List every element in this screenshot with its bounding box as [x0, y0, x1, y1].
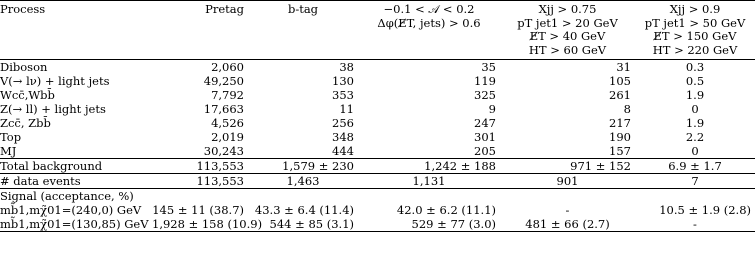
- table-row: [0, 74, 755, 88]
- value-cell: 2.2: [685, 130, 705, 144]
- value-cell: 971 ± 152: [500, 159, 635, 174]
- process-cell: mb̃1,mχ̃01=(130,85) GeV: [0, 217, 149, 231]
- value-cell: 4,526: [211, 116, 244, 130]
- process-cell: Zcc̄, Zbb̄: [0, 116, 51, 130]
- header-line: b-tag: [287, 2, 319, 16]
- table-row: [0, 60, 755, 75]
- value-cell: -: [565, 203, 570, 217]
- value-cell: 30,243: [203, 144, 244, 158]
- process-cell: Total background: [0, 159, 148, 174]
- value-cell: 31: [616, 60, 631, 74]
- header-line: Pretag: [205, 2, 244, 16]
- value-cell: 119: [474, 74, 496, 88]
- value-cell: 9: [488, 102, 496, 116]
- value-cell: 2,019: [211, 130, 244, 144]
- table-row: [0, 116, 755, 130]
- value-cell: 7,792: [211, 88, 244, 102]
- value-cell: 1,928 ± 158 (10.9): [148, 217, 248, 232]
- value-cell: 217: [609, 116, 631, 130]
- table-row: [0, 130, 755, 144]
- value-cell: 113,553: [148, 174, 248, 189]
- value-cell: 325: [474, 88, 496, 102]
- value-cell: 1,242 ± 188: [358, 159, 500, 174]
- header-line: Xjj > 0.9: [669, 2, 721, 16]
- process-cell: Diboson: [0, 60, 48, 74]
- signal-header-row: [0, 189, 755, 204]
- value-cell: 261: [609, 88, 631, 102]
- value-cell: -: [635, 217, 755, 232]
- value-cell: 2,060: [211, 60, 244, 74]
- process-cell: mb̃1,mχ̃01=(240,0) GeV: [0, 203, 142, 217]
- header-line: E̸T > 150 GeV: [653, 29, 737, 43]
- process-cell: MJ: [0, 144, 17, 158]
- signal-row: [0, 203, 755, 217]
- value-cell: 42.0 ± 6.2 (11.1): [396, 203, 496, 217]
- value-cell: 348: [332, 130, 354, 144]
- table-row: [0, 102, 755, 116]
- value-cell: 1.9: [685, 116, 705, 130]
- value-cell: 301: [474, 130, 496, 144]
- header-line: pT jet1 > 50 GeV: [644, 15, 746, 30]
- value-cell: 0: [691, 144, 699, 158]
- value-cell: 49,250: [203, 74, 244, 88]
- value-cell: 256: [332, 116, 354, 130]
- header-line: Δφ(E̸T, jets) > 0.6: [377, 15, 481, 30]
- process-cell: Wcc̄,Wbb̄: [0, 88, 55, 102]
- header-line: pT jet1 > 20 GeV: [517, 15, 618, 30]
- header-pretag: [148, 1, 248, 60]
- value-cell: 6.9 ± 1.7: [635, 159, 755, 174]
- value-cell: 544 ± 85 (3.1): [248, 217, 358, 232]
- process-cell: Z(→ ll) + light jets: [0, 102, 106, 116]
- table-row: [0, 88, 755, 102]
- value-cell: 247: [474, 116, 496, 130]
- value-cell: 1,131: [358, 174, 500, 189]
- process-cell: Top: [0, 130, 22, 144]
- value-cell: 901: [500, 174, 635, 189]
- value-cell: 7: [635, 174, 755, 189]
- process-cell: V(→ lν) + light jets: [0, 74, 110, 88]
- value-cell: 145 ± 11 (38.7): [152, 203, 244, 217]
- header-line: E̸T > 40 GeV: [529, 29, 606, 43]
- value-cell: 444: [332, 144, 354, 158]
- process-cell: # data events: [0, 174, 148, 189]
- value-cell: 8: [623, 102, 631, 116]
- value-cell: 43.3 ± 6.4 (11.4): [254, 203, 354, 217]
- header-tight-selection: [635, 1, 755, 60]
- header-line: Process: [0, 2, 46, 16]
- data-events-row: [0, 174, 755, 189]
- value-cell: 1,463: [248, 174, 358, 189]
- value-cell: 0.3: [685, 60, 705, 74]
- total-background-row: [0, 159, 755, 174]
- table-header-row: [0, 1, 755, 60]
- value-cell: 1,579 ± 230: [248, 159, 358, 174]
- header-asymmetry-cut: [358, 1, 500, 60]
- value-cell: 17,663: [203, 102, 244, 116]
- header-line: −0.1 < 𝒜 < 0.2: [383, 2, 475, 16]
- value-cell: 10.5 ± 1.9 (2.8): [659, 203, 751, 217]
- value-cell: 529 ± 77 (3.0): [358, 217, 500, 232]
- header-line: Xjj > 0.75: [538, 2, 597, 16]
- header-loose-selection: [500, 1, 635, 60]
- value-cell: 38: [339, 60, 354, 74]
- value-cell: 0.5: [685, 74, 705, 88]
- value-cell: 1.9: [685, 88, 705, 102]
- value-cell: 11: [339, 102, 354, 116]
- value-cell: 0: [691, 102, 699, 116]
- header-line: HT > 220 GeV: [652, 42, 738, 57]
- value-cell: 130: [332, 74, 354, 88]
- value-cell: 105: [609, 74, 631, 88]
- value-cell: 205: [474, 144, 496, 158]
- header-line: HT > 60 GeV: [528, 42, 607, 57]
- value-cell: 113,553: [148, 159, 248, 174]
- value-cell: 35: [481, 60, 496, 74]
- signal-row: [0, 217, 755, 232]
- value-cell: 157: [609, 144, 631, 158]
- value-cell: 481 ± 66 (2.7): [500, 217, 635, 232]
- value-cell: 190: [609, 130, 631, 144]
- value-cell: 353: [332, 88, 354, 102]
- signal-header-cell: Signal (acceptance, %): [0, 189, 755, 204]
- table-row: [0, 144, 755, 159]
- header-process: [0, 1, 148, 60]
- header-btag: [248, 1, 358, 60]
